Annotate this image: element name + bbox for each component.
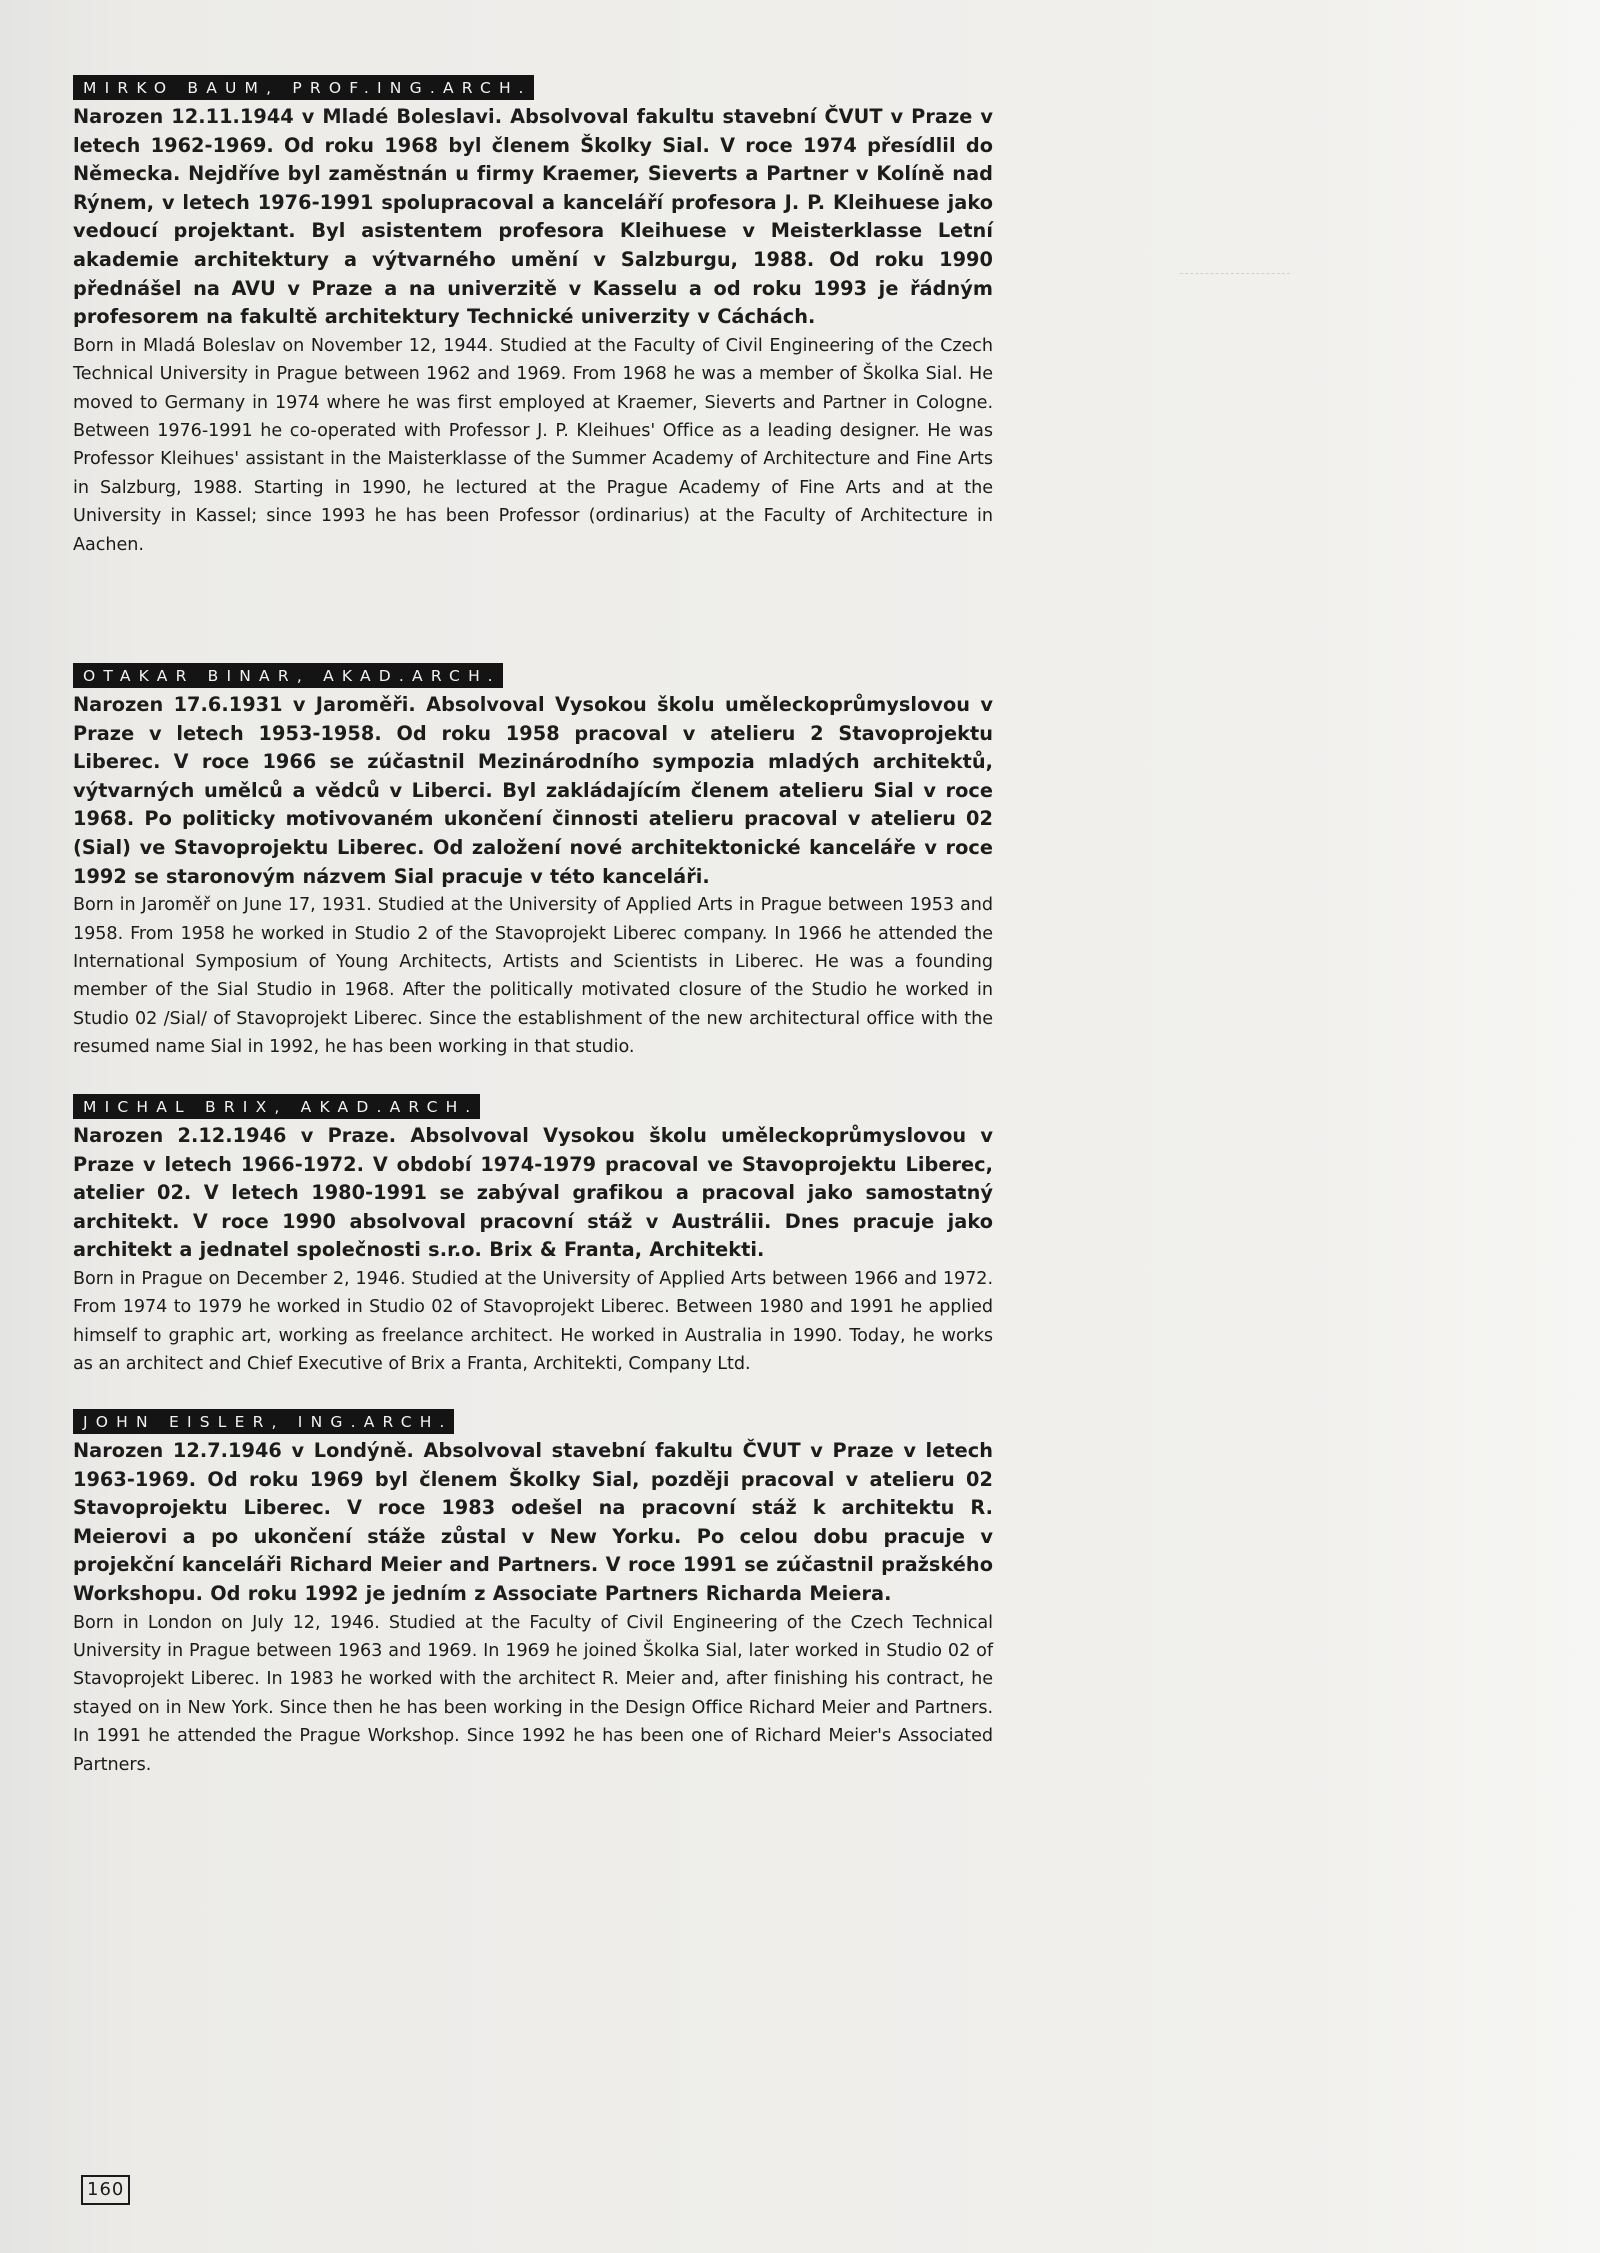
bio-otakar-binar (73, 663, 993, 1062)
bio-john-eisler (73, 1409, 993, 1779)
bio-czech-text: Narozen 12.11.1944 v Mladé Boleslavi. Absolvoval fakultu stavební ČVUT v Praze v letech 1962-1969. Od roku 1968 byl členem Školky Sial. V roce 1974 přesídlil do Německa. Nejdříve byl zaměstnán u firmy Kraemer, Sieverts a Partner v Kolíně nad Rýnem, v letech 1976-1991 spolupracoval a kanceláří profesora J. P. Kleihuese jako vedoucí projektant. Byl asistentem profesora Kleihuese v Meisterklasse Letní akademie architektury a výtvarného umění v Salzburgu, 1988. Od roku 1990 přednášel na AVU v Praze a na univerzitě v Kasselu a od roku 1993 je řádným profesorem na fakultě architektury Technické univerzity v Cáchách. (73, 105, 993, 329)
bio-mirko-baum (73, 75, 993, 559)
bio-english-text: Born in Prague on December 2, 1946. Studied at the University of Applied Arts between 1966 and 1972. From 1974 to 1979 he worked in Studio 02 of Stavoprojekt Liberec. Between 1980 and 1991 he applied himself to graphic art, working as freelance architect. He worked in Australia in 1990. Today, he works as an architect and Chief Executive of Brix a Franta, Architekti, Company Ltd. (73, 1268, 993, 1375)
bio-english-text: Born in Jaroměř on June 17, 1931. Studied at the University of Applied Arts in Prague between 1953 and 1958. From 1958 he worked in Studio 2 of the Stavoprojekt Liberec company. In 1966 he attended the International Symposium of Young Architects, Artists and Scientists in Liberec. He was a founding member of the Sial Studio in 1968. After the politically motivated closure of the Studio he worked in Studio 02 /Sial/ of Stavoprojekt Liberec. Since the establishment of the new architectural office with the resumed name Sial in 1992, he has been working in that studio. (73, 895, 993, 1058)
bio-header: MICHAL BRIX, AKAD.ARCH. (73, 1094, 480, 1119)
bio-english-text: Born in London on July 12, 1946. Studied at the Faculty of Civil Engineering of the Czech Technical University in Prague between 1963 and 1969. In 1969 he joined Školka Sial, later worked in Studio 02 of Stavoprojekt Liberec. In 1983 he worked with the architect R. Meier and, after finishing his contract, he stayed on in New York. Since then he has been working in the Design Office Richard Meier and Partners. In 1991 he attended the Prague Workshop. Since 1992 he has been one of Richard Meier's Associated Partners. (73, 1612, 993, 1775)
bio-header: MIRKO BAUM, PROF.ING.ARCH. (73, 75, 534, 100)
bio-michal-brix (73, 1094, 993, 1379)
faint-bleed-mark (1180, 273, 1290, 275)
bio-czech-text: Narozen 17.6.1931 v Jaroměři. Absolvoval Vysokou školu uměleckoprůmyslovou v Praze v letech 1953-1958. Od roku 1958 pracoval v atelieru 2 Stavoprojektu Liberec. V roce 1966 se zúčastnil Mezinárodního sympozia mladých architektů, výtvarných umělců a vědců v Liberci. Byl zakládajícím členem atelieru Sial v roce 1968. Po politicky motivovaném ukončení činnosti atelieru pracoval v atelieru 02 (Sial) ve Stavoprojektu Liberec. Od založení nové architektonické kanceláře v roce 1992 se staronovým názvem Sial pracuje v této kanceláři. (73, 693, 993, 888)
bio-czech-text: Narozen 12.7.1946 v Londýně. Absolvoval stavební fakultu ČVUT v Praze v letech 1963-1969. Od roku 1969 byl členem Školky Sial, později pracoval v atelieru 02 Stavoprojektu Liberec. V roce 1983 odešel na pracovní stáž k architektu R. Meierovi a po ukončení stáže zůstal v New Yorku. Po celou dobu pracuje v projekční kanceláři Richard Meier and Partners. V roce 1991 se zúčastnil pražského Workshopu. Od roku 1992 je jedním z Associate Partners Richarda Meiera. (73, 1439, 993, 1605)
page-number: 160 (81, 2175, 130, 2205)
bio-header: JOHN EISLER, ING.ARCH. (73, 1409, 454, 1434)
bio-header: OTAKAR BINAR, AKAD.ARCH. (73, 663, 503, 688)
bio-czech-text: Narozen 2.12.1946 v Praze. Absolvoval Vysokou školu uměleckoprůmyslovou v Praze v letech 1966-1972. V období 1974-1979 pracoval ve Stavoprojektu Liberec, atelier 02. V letech 1980-1991 se zabýval grafikou a pracoval jako samostatný architekt. V roce 1990 absolvoval pracovní stáž v Austrálii. Dnes pracuje jako architekt a jednatel společnosti s.r.o. Brix & Franta, Architekti. (73, 1124, 993, 1262)
bio-english-text: Born in Mladá Boleslav on November 12, 1944. Studied at the Faculty of Civil Engineering of the Czech Technical University in Prague between 1962 and 1969. From 1968 he was a member of Školka Sial. He moved to Germany in 1974 where he was first employed at Kraemer, Sieverts and Partner in Cologne. Between 1976-1991 he co-operated with Professor J. P. Kleihues' Office as a leading designer. He was Professor Kleihues' assistant in the Maisterklasse of the Summer Academy of Architecture and Fine Arts in Salzburg, 1988. Starting in 1990, he lectured at the Prague Academy of Fine Arts and at the University in Kassel; since 1993 he has been Professor (ordinarius) at the Faculty of Architecture in Aachen. (73, 335, 993, 555)
